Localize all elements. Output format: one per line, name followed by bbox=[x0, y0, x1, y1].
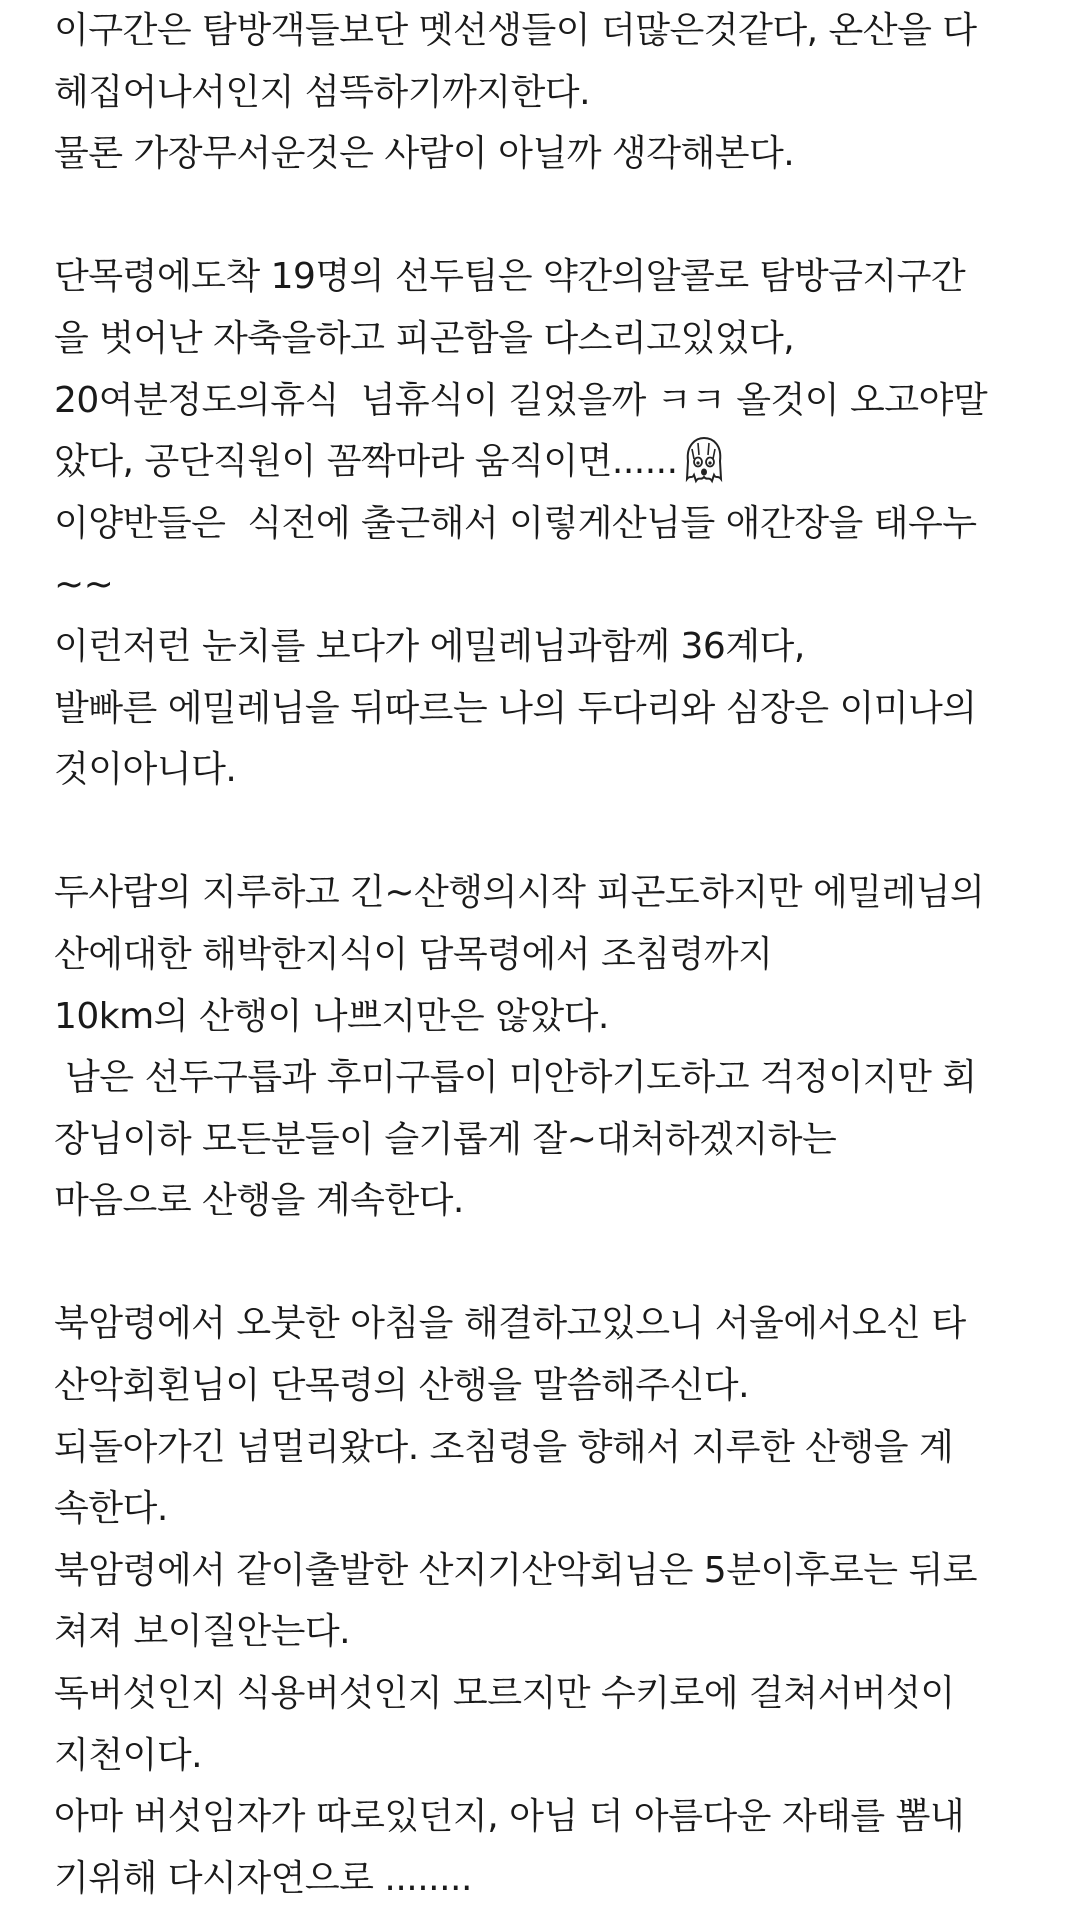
text-line: 속한다. bbox=[54, 1488, 168, 1530]
text-line: 이런저런 눈치를 보다가 에밀레님과함께 36계다, bbox=[54, 625, 805, 667]
text-line: 을 벗어난 자축을하고 피곤함을 다스리고있었다, bbox=[54, 317, 795, 359]
text-line: 마음으로 산행을 계속한다. bbox=[54, 1180, 464, 1222]
scared-face-icon bbox=[682, 435, 726, 487]
text-line: 지천이다. bbox=[54, 1734, 203, 1776]
text-line: 두사람의 지루하고 긴~산행의시작 피곤도하지만 에밀레님의 bbox=[54, 872, 985, 914]
paragraph-gap bbox=[54, 801, 1054, 863]
text-line: 북암령에서 오붓한 아침을 해결하고있으니 서울에서오신 타 bbox=[54, 1303, 966, 1345]
text-line: 산에대한 해박한지식이 담목령에서 조침령까지 bbox=[54, 933, 773, 975]
text-line: 단목령에도착 19명의 선두팀은 약간의알콜로 탐방금지구간 bbox=[54, 256, 966, 298]
article-body bbox=[54, 0, 1054, 1909]
text-line: 산악회횐님이 단목령의 산행을 말씀해주신다. bbox=[54, 1365, 750, 1407]
text-line: 되돌아가긴 넘멀리왔다. 조침령을 향해서 지루한 산행을 계 bbox=[54, 1426, 954, 1468]
text-line: 이양반들은 식전에 출근해서 이렇게산님들 애간장을 태우누 bbox=[54, 502, 977, 544]
text-line: 헤집어나서인지 섬뜩하기까지한다. bbox=[54, 71, 591, 113]
text-line: 았다, 공단직원이 꼼짝마라 움직이면...... bbox=[54, 441, 678, 483]
text-line: 이구간은 탐방객들보단 멧선생들이 더많은것같다, 온산을 다 bbox=[54, 10, 977, 51]
text-line: 쳐져 보이질안는다. bbox=[54, 1611, 351, 1653]
text-line-with-emoticon bbox=[54, 431, 1054, 493]
text-line: 것이아니다. bbox=[54, 749, 237, 791]
text-line: 독버섯인지 식용버섯인지 모르지만 수키로에 걸쳐서버섯이 bbox=[54, 1673, 955, 1715]
text-line: 10km의 산행이 나쁘지만은 않았다. bbox=[54, 995, 609, 1037]
text-line: 물론 가장무서운것은 사람이 아닐까 생각해본다. bbox=[54, 133, 795, 175]
text-line: 장님이하 모든분들이 슬기롭게 잘~대처하겠지하는 bbox=[54, 1118, 837, 1160]
text-line: ~~ bbox=[54, 564, 114, 606]
paragraph-gap bbox=[54, 1232, 1054, 1294]
text-line: 기위해 다시자연으로 ........ bbox=[54, 1857, 472, 1899]
text-line: 20여분정도의휴식 넘휴식이 길었을까 ㅋㅋ 올것이 오고야말 bbox=[54, 379, 988, 421]
text-line: 북암령에서 같이출발한 산지기산악회님은 5분이후로는 뒤로 bbox=[54, 1549, 978, 1591]
text-line: 아마 버섯임자가 따로있던지, 아님 더 아름다운 자태를 뽐내 bbox=[54, 1796, 965, 1838]
paragraph-gap bbox=[54, 185, 1054, 247]
text-line: 발빠른 에밀레님을 뒤따르는 나의 두다리와 심장은 이미나의 bbox=[54, 687, 977, 729]
text-line: 남은 선두구릅과 후미구릅이 미안하기도하고 걱정이지만 회 bbox=[54, 1057, 977, 1099]
